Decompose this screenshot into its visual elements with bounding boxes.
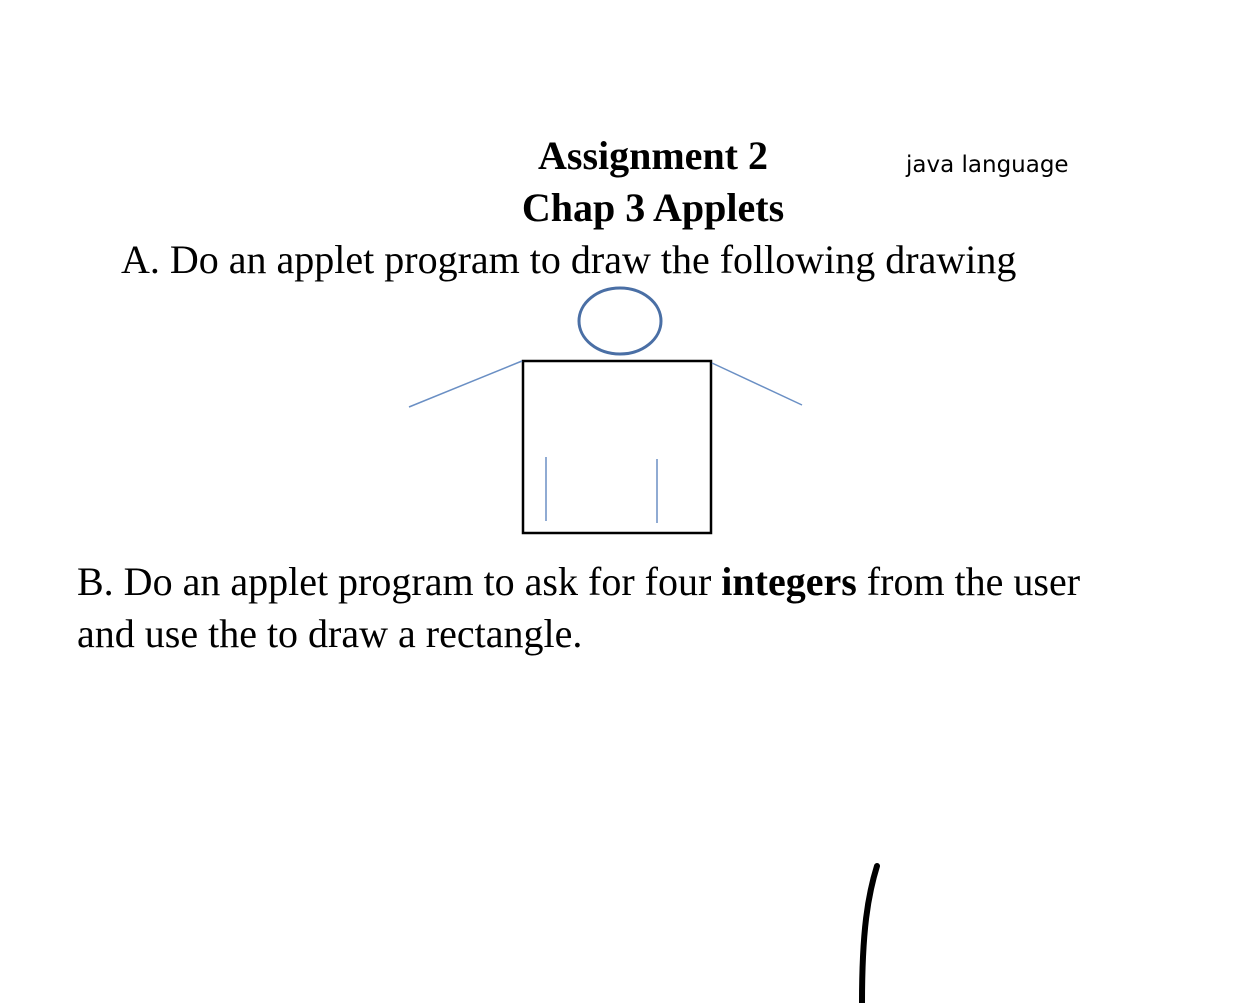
question-a: A. Do an applet program to draw the following drawing (121, 237, 1017, 282)
question-b-text-start: B. Do an applet program to ask for four (77, 559, 722, 604)
right-arm-line (712, 363, 802, 405)
assignment-title: Assignment 2 (537, 133, 769, 178)
question-b-line-1 (77, 556, 1237, 608)
body-rectangle (523, 361, 711, 533)
chapter-subtitle: Chap 3 Applets (521, 185, 785, 230)
handwritten-note: java language (906, 152, 1069, 178)
question-b-bold-word: integers (721, 559, 857, 604)
left-arm-line (409, 361, 522, 407)
question-b-text-end: from the user (856, 559, 1081, 604)
question-b (77, 556, 1237, 660)
question-b-line-2: and use the to draw a rectangle. (77, 611, 583, 656)
head-circle (579, 288, 661, 354)
pen-stroke-mark (862, 866, 877, 1003)
